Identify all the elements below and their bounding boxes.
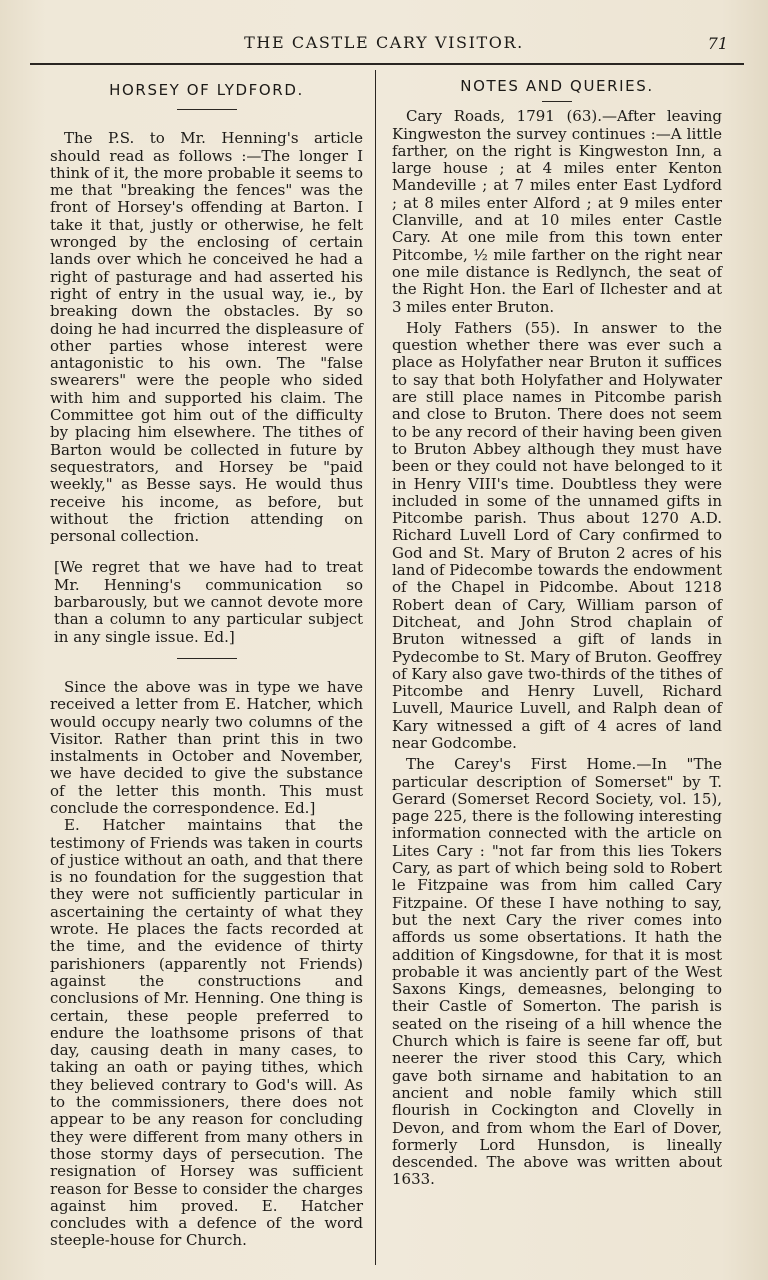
article-heading-horsey: HORSEY OF LYDFORD. <box>109 81 304 99</box>
paragraph: E. Hatcher maintains that the testimony of Friends was taken in courts of justice without an oath, and that there is no foundation for the suggestion that they were not sufficiently particular in ascertaining the certainty of what they wrote. He places the facts recorded at the time, and the evidence of thirty parishioners (apparently not Friends) against the constructions and conclusions of Mr. Henning. One thing is certain, these people preferred to endure the loathsome prisons of that day, causing death in many cases, to taking an oath or paying tithes, which they believed contrary to God's will. As to the commissioners, there does not appear to be any reason for concluding they were different from many others in those stormy days of persecution. The resignation of Horsey was sufficient reason for Besse to consider the charges against him proved. E. Hatcher concludes with a defence of the word steeple-house for Church. <box>50 816 363 1250</box>
paragraph: The P.S. to Mr. Henning's article should read as follows :—The longer I think of it, the more probable it seems to me that "breaking the fences" was the front of Horsey's offending at Barton. I take it that, justly or otherwise, he felt wronged by the enclosing of certain lands over which he conceived he had a right of pasturage and had asserted his right of entry in the usual way, ie., by breaking down the obstacles. By so doing he had incurred the displeasure of other parties whose interest were antagonistic to his own. The "false swearers" were the people who sided with him and supported his claim. The Committee got him out of the difficulty by placing him elsewhere. The tithes of Barton would be collected in future by sequestrators, and Horsey be "paid weekly," as Besse says. He would thus receive his income, as before, but without the friction attending on personal collection. <box>50 129 363 546</box>
section-rule <box>177 658 237 659</box>
paragraph: The Carey's First Home.—In "The particular description of Somerset" by T. Gerard (Somerset Record Society, vol. 15), page 225, there is the following interesting information connected with the article on Lites Cary : "not far from this lies Tokers Cary, as part of which being sold to Robert le Fitzpaine was from him called Cary Fitzpaine. Of these I have nothing to say, but the next Cary the river comes into affords us some obsertations. It hath the addition of Kingsdowne, for that it is most probable it was anciently part of the West Saxons Kings, demeasnes, belonging to their Castle of Somerton. The parish is seated on the riseing of a hill whence the Church which is faire is seene far off, but neerer the river stood this Cary, which gave both sirname and habitation to an ancient and noble family which still flourish in Cockington and Clovelly in Devon, and from whom the Earl of Dover, formerly Lord Hunsdon, is lineally descended. The above was written about 1633. <box>392 755 723 1189</box>
paragraph: Since the above was in type we have received a letter from E. Hatcher, which would occupy nearly two columns of the Visitor. Rather than print this in two instalments in October and November, we have decided to give the substance of the letter this month. This must conclude the correspondence. Ed.] <box>50 677 363 817</box>
header-rule <box>30 63 744 65</box>
left-column <box>50 78 363 1250</box>
paragraph: Cary Roads, 1791 (63).—After leaving Kingweston the survey continues :—A little farther, on the right is Kingweston Inn, a large house ; at 4 miles enter Kenton Mandeville ; at 7 miles enter East Lydford ; at 8 miles enter Alford ; at 9 miles enter Clanville, and at 10 miles enter Castle Cary. At one mile from this town enter Pitcombe, ½ mile farther on the right near one mile distance is Redlynch, the seat of the Right Hon. the Earl of Ilchester and at 3 miles enter Bruton. <box>392 107 722 316</box>
editor-note: [We regret that we have had to treat Mr. Henning's communication so barbarously, but we cannot devote more than a column to any particular subject in any single issue. Ed.] <box>54 558 363 646</box>
article-heading-notes: NOTES AND QUERIES. <box>460 77 654 95</box>
column-divider <box>375 70 376 1265</box>
page-number: 71 <box>707 34 728 53</box>
heading-rule <box>177 109 237 110</box>
paragraph: Holy Fathers (55). In answer to the question whether there was ever such a place as Holyfather near Bruton it suffices to say that both Holyfather and Holywater are still place names in Pitcombe parish and close to Bruton. There does not seem to be any record of their having been given to Bruton Abbey although they must have been or they could not have belonged to it in Henry VIII's time. Doubtless they were included in some of the unnamed gifts in Pitcombe parish. Thus about 1270 A.D. Richard Luvell Lord of Cary confirmed to God and St. Mary of Bruton 2 acres of his land of Pidecombe towards the endowment of the Chapel in Pidcombe. About 1218 Robert dean of Cary, William parson of Ditcheat, and John Strod chaplain of Bruton witnessed a gift of lands in Pydecombe to St. Mary of Bruton. Geoffrey of Kary also gave two-thirds of the tithes of Pitcombe and Henry Luvell, Richard Luvell, Maurice Luvell, and Ralph dean of Kary witnessed a gift of 4 acres of land near Godcombe. <box>392 318 722 752</box>
running-title: THE CASTLE CARY VISITOR. <box>244 33 524 52</box>
running-head <box>0 33 768 57</box>
right-column <box>392 78 722 1189</box>
heading-rule <box>542 101 572 102</box>
